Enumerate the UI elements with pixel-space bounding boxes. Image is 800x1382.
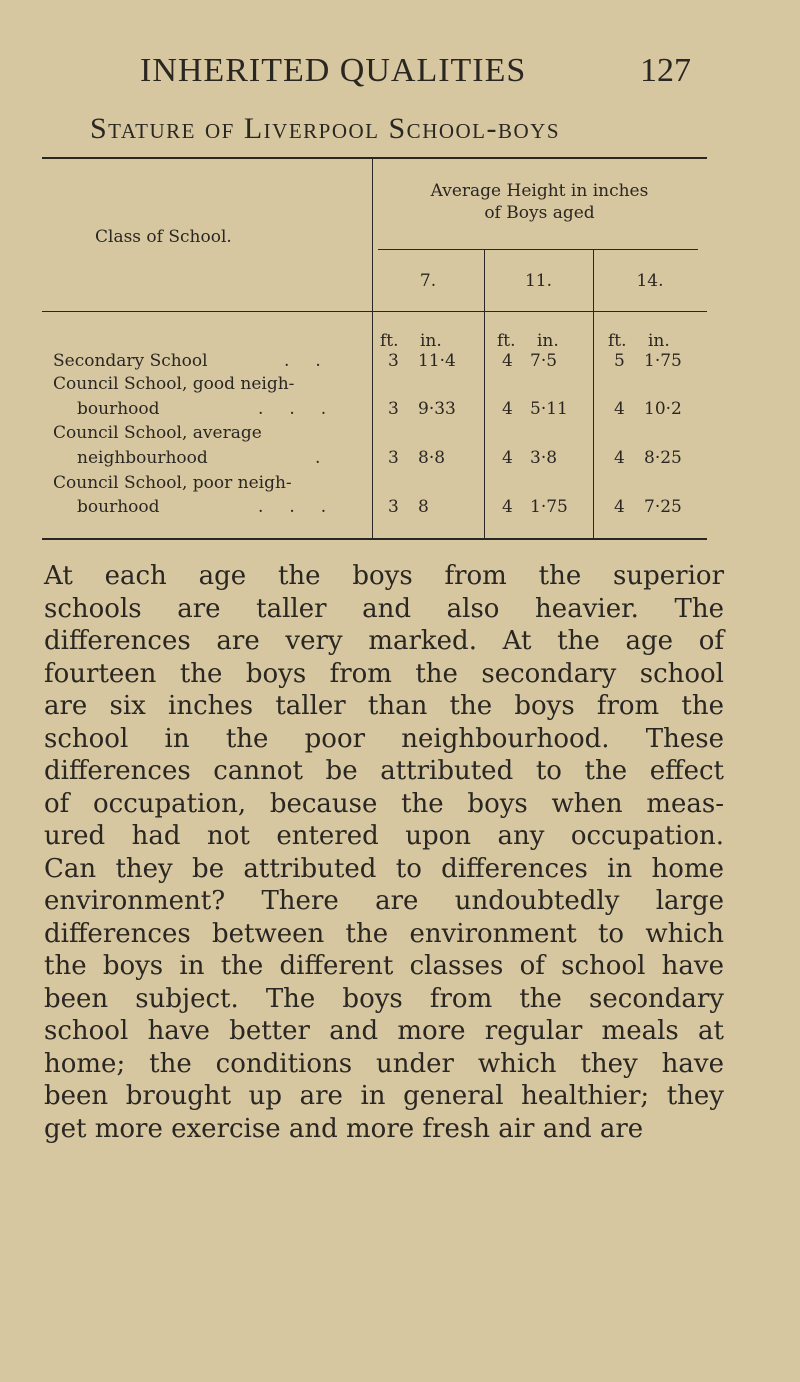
value-in: 7·25 — [644, 497, 682, 517]
body-line: At each age the boys from the superior — [44, 561, 724, 591]
value-in: 5·11 — [530, 399, 568, 419]
value-in: 11·4 — [418, 351, 456, 371]
age-header-14: 14. — [636, 271, 664, 291]
unit-in: in. — [537, 331, 559, 351]
row-label: neighbourhood — [77, 448, 208, 468]
value-ft: 4 — [502, 399, 513, 419]
body-line: differences cannot be attributed to the effect — [44, 756, 724, 786]
value-ft: 4 — [502, 497, 513, 517]
body-paragraph — [44, 560, 724, 1145]
value-in: 3·8 — [530, 448, 558, 468]
value-ft: 4 — [614, 448, 625, 468]
value-in: 8·25 — [644, 448, 682, 468]
running-head — [0, 52, 800, 92]
value-in: 1·75 — [530, 497, 568, 517]
value-ft: 4 — [502, 448, 513, 468]
body-line: been brought up are in general healthier; they — [44, 1081, 724, 1111]
body-line: are six inches taller than the boys from the — [44, 691, 724, 721]
value-in: 7·5 — [530, 351, 558, 371]
column-rule — [593, 250, 594, 538]
leader-dots: .. — [284, 351, 347, 371]
unit-ft: ft. — [608, 331, 627, 351]
body-line: home; the conditions under which they have — [44, 1048, 724, 1079]
leader-dots: ... — [258, 399, 353, 419]
unit-ft: ft. — [497, 331, 516, 351]
page-number: 127 — [640, 52, 691, 89]
unit-in: in. — [420, 331, 442, 351]
unit-ft: ft. — [380, 331, 399, 351]
leader-dots: . — [315, 448, 321, 468]
value-ft: 3 — [388, 399, 399, 419]
body-line: fourteen the boys from the secondary school — [44, 658, 724, 689]
body-line: environment? There are undoubtedly large — [44, 886, 724, 916]
value-ft: 4 — [614, 497, 625, 517]
value-ft: 4 — [502, 351, 513, 371]
header-subrule — [378, 249, 698, 250]
row-label: Council School, good neigh- — [53, 374, 295, 394]
header-rule — [42, 311, 707, 312]
value-in: 10·2 — [644, 399, 682, 419]
body-line: school have better and more regular meals at — [44, 1016, 724, 1046]
value-ft: 3 — [388, 497, 399, 517]
table-bottom-rule — [42, 538, 707, 540]
value-ft: 3 — [388, 448, 399, 468]
age-header-7: 7. — [419, 271, 437, 291]
class-column-header: Class of School. — [95, 227, 232, 247]
body-line: ured had not entered upon any occupation. — [44, 821, 724, 851]
leader-dots: ... — [258, 497, 353, 517]
body-line: Can they be attributed to differences in home — [44, 853, 724, 884]
value-in: 8 — [418, 497, 429, 517]
value-ft: 4 — [614, 399, 625, 419]
table-top-rule — [42, 157, 707, 159]
row-label: Council School, poor neigh- — [53, 473, 292, 493]
body-line: schools are taller and also heavier. The — [44, 593, 724, 624]
body-line: differences are very marked. At the age of — [44, 626, 724, 656]
value-in: 1·75 — [644, 351, 682, 371]
age-header-11: 11. — [524, 271, 553, 291]
value-ft: 5 — [614, 351, 625, 371]
running-head-title: INHERITED QUALITIES — [140, 52, 527, 89]
value-in: 9·33 — [418, 399, 456, 419]
body-line: been subject. The boys from the secondary — [44, 983, 724, 1014]
row-label: Council School, average — [53, 423, 262, 443]
body-line: the boys in the different classes of school have — [44, 951, 724, 981]
body-line: school in the poor neighbourhood. These — [44, 723, 724, 754]
unit-in: in. — [648, 331, 670, 351]
body-line: differences between the environment to which — [44, 918, 724, 949]
row-label: bourhood — [77, 497, 160, 517]
value-in: 8·8 — [418, 448, 446, 468]
row-label: Secondary School — [53, 351, 208, 371]
row-label: bourhood — [77, 399, 160, 419]
body-line: get more exercise and more fresh air and are — [44, 1113, 644, 1144]
value-ft: 3 — [388, 351, 399, 371]
table-caption: Stature of Liverpool School-boys — [90, 112, 561, 145]
height-group-header: Average Height in inches of Boys aged — [430, 181, 649, 223]
column-rule — [484, 250, 485, 538]
body-line: of occupation, because the boys when meas- — [44, 788, 724, 819]
